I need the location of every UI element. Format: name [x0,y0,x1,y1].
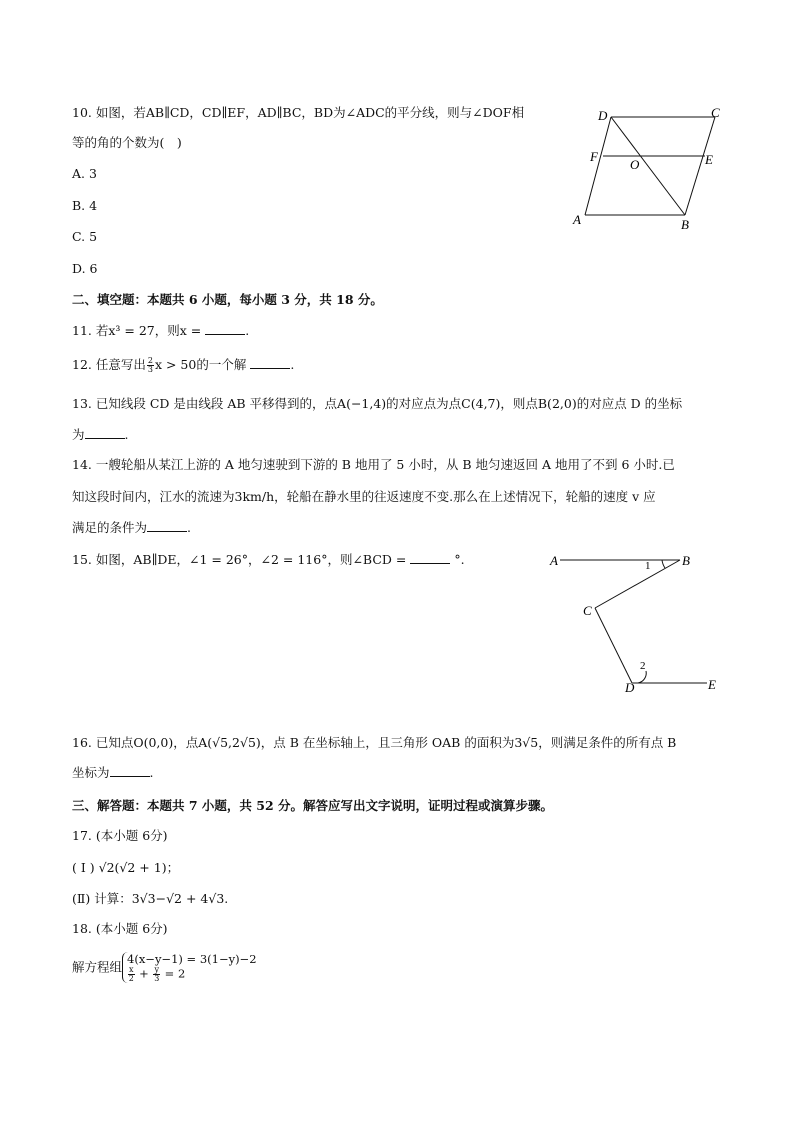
q15-angle-figure [540,548,740,698]
q17-part1: ( Ⅰ ) √2(√2 + 1)； [72,860,180,875]
fig15-label-e: E [708,677,716,692]
fig15-label-a: A [550,553,558,568]
q12: 12. 任意写出 $\frac{2}{3}$ x > 50的一个解 . [72,356,295,374]
section2-heading: 二、填空题：本题共 6 小题，每小题 3 分，共 18 分。 [72,292,383,307]
q14-answer-blank [147,519,187,532]
q15-answer-blank [410,551,450,564]
section3-heading: 三、解答题：本题共 7 小题，共 52 分。解答应写出文字说明，证明过程或演算步骤。 [72,798,554,813]
q14-line3-text: 满足的条件为 [72,520,148,535]
fig10-label-f: F [590,149,598,164]
q14-line3: 满足的条件为 . [72,520,191,535]
q17-part2: (Ⅱ) 计算：3√3−√2 + 4√3. [72,891,229,906]
q13-answer-blank [85,426,125,439]
q16-line2-text: 坐标为 [72,765,110,780]
q18-eq2: $\frac{x}{2}$ + $\frac{y}{3}$ = 2 [128,965,186,983]
q10-line2: 等的角的个数为( ) [72,135,182,150]
q10-parallelogram-figure [568,104,738,234]
q14-line2: 知这段时间内，江水的流速为3km/h，轮船在静水里的往返速度不变.那么在上述情况下，轮船的速度 v 应 [72,489,656,504]
q11: 11. 若x³ = 27，则x = . [72,323,250,338]
q10-option-b: B. 4 [72,198,98,213]
q16-line2: 坐标为 . [72,765,154,780]
q15-text: 15. 如图，AB∥DE，∠1 = 26°，∠2 = 116°，则∠BCD = [72,552,407,567]
fig10-label-b: B [681,217,689,232]
q18-title: 18. (本小题 6分) [72,921,168,936]
fig10-label-d: D [598,108,608,123]
fig15-label-d: D [625,680,635,695]
q13-line1: 13. 已知线段 CD 是由线段 AB 平移得到的，点A(−1,4)的对应点为点C(4,7)，则点B(2,0)的对应点 D 的坐标 [72,396,683,411]
q10-line1: 10. 如图，若AB∥CD，CD∥EF，AD∥BC，BD为∠ADC的平分线，则与∠DOF相 [72,105,525,120]
q18-eq1: 4(x−y−1) = 3(1−y)−2 [127,952,257,966]
fig15-label-1: 1 [645,560,651,572]
q14-line1: 14. 一艘轮船从某江上游的 A 地匀速驶到下游的 B 地用了 5 小时，从 B 地匀速返回 A 地用了不到 6 小时.已 [72,457,675,472]
q11-answer-blank [205,322,245,335]
q18-equation-system [122,952,257,983]
q16-line1: 16. 已知点O(0,0)，点A(√5,2√5)，点 B 在坐标轴上，且三角形 OAB 的面积为3√5，则满足条件的所有点 B [72,735,677,750]
fig10-label-o: O [630,157,640,172]
q13-line2-text: 为 [72,427,85,442]
q12-post: x > 50的一个解 [154,357,247,372]
fig10-label-c: C [711,105,720,120]
q18-pre: 解方程组 [72,959,123,975]
q16-answer-blank [110,764,150,777]
q10-option-d: D. 6 [72,261,98,276]
q12-fraction: $\frac{2}{3}$ [147,356,153,374]
fig15-label-b: B [682,553,690,568]
fig15-label-2: 2 [640,660,646,672]
q12-pre: 12. 任意写出 [72,357,146,372]
q18-system [72,952,257,983]
fig10-label-a: A [573,212,581,227]
q17-title: 17. (本小题 6分) [72,828,168,843]
q15-post: °. [454,552,465,567]
fig15-label-c: C [583,603,592,618]
q15 [72,551,465,569]
q12-answer-blank [250,356,290,369]
fig10-label-e: E [705,152,713,167]
q10-option-a: A. 3 [72,166,97,181]
q13-line2: 为 . [72,427,129,442]
q11-text: 11. 若x³ = 27，则x = [72,323,202,338]
q10-option-c: C. 5 [72,229,98,244]
